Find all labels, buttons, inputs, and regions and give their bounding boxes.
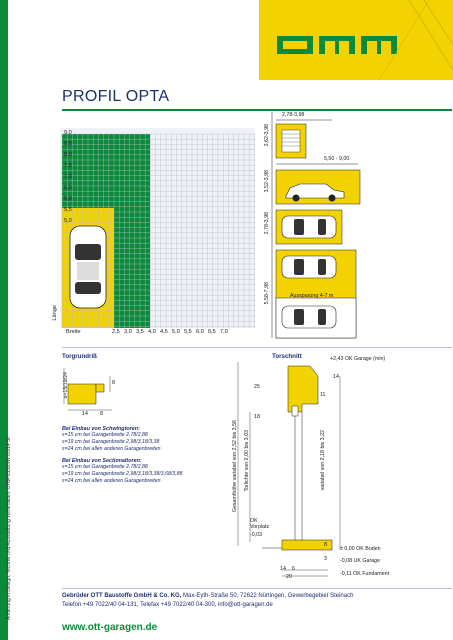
ok-garage: +2,43 OK Garage (min): [330, 356, 386, 362]
ok-fundament: -0,11 OK Fundament: [340, 571, 390, 577]
x-tick: 5,5: [184, 329, 192, 335]
x-tick: 5,0: [172, 329, 180, 335]
y-tick: 6,5: [64, 185, 72, 191]
note-line: s=15 cm bei Garagenbreite 2,78/2,88: [62, 432, 148, 438]
dim-s: s=15/19/24: [63, 372, 69, 399]
y-tick: 8,0: [64, 152, 72, 158]
decorative-line-pattern: [259, 0, 453, 80]
bottom-dim-6: 6: [292, 566, 295, 572]
dim-14-right: 14: [333, 374, 339, 380]
dim-11: 11: [320, 392, 326, 398]
website-link[interactable]: www.ott-garagen.de: [62, 622, 158, 633]
torgrundriss-heading: Torgrundriß: [62, 353, 97, 360]
dim-8a: 8: [112, 380, 115, 386]
ok-vorplatz: OK Vorplatz: [250, 518, 270, 530]
mid-dim-label: 5,50 - 9,00: [324, 156, 350, 162]
note-line: s=19 cm bei Garagenbreite 2,98/3,18/3,38: [62, 439, 160, 445]
x-tick: 3,5: [136, 329, 144, 335]
ok-vorplatz-value: -0,03: [250, 532, 263, 538]
y-tick: 6,0: [64, 196, 72, 202]
torschnitt-drawing: [232, 362, 356, 592]
y-tick: 5,0: [64, 218, 72, 224]
bottom-dim-8: 8: [324, 542, 327, 548]
y-tick: 7,0: [64, 174, 72, 180]
garage-plan-column: [262, 112, 452, 340]
bottom-dim-14: 14: [280, 566, 286, 572]
length-label: Länge: [52, 305, 58, 321]
dim-8b: 8: [100, 411, 103, 417]
car-topview-right: [282, 216, 336, 238]
brand-block: [259, 0, 453, 80]
car-topview: [70, 226, 106, 308]
width-label: Breite: [66, 329, 81, 335]
vdim-1: 2,62-3,98: [264, 124, 270, 147]
dim-18: 18: [254, 414, 260, 420]
bottom-dim-20: 20: [286, 574, 292, 580]
gesamthoehe-label: Gesamthöhe variabel von 2,52 bis 3,56: [232, 420, 238, 513]
page-title: PROFIL OPTA: [62, 88, 170, 105]
title-underline: [62, 109, 452, 111]
uk-garage: -0,08 UK Garage: [340, 558, 381, 564]
torlichte-label: Torlichte von 2,00 bis 3,03: [244, 430, 250, 492]
company-address: Max-Eyth-Straße 50, 72622 Nürtingen, Gewerbegebiet Steinach: [181, 593, 354, 599]
x-tick: 4,5: [160, 329, 168, 335]
note-line: s=19 cm bei Garagenbreite 2,98/3,18/3,38/3,68/3,88: [62, 471, 183, 477]
vdim-3: 2,78-3,98: [264, 212, 270, 235]
variabel-label: variabel von 2,18 bis 3,22: [320, 430, 326, 491]
note-line: s=15 cm bei Garagenbreite 2,78/2,88: [62, 464, 148, 470]
note-line: s=24 cm bei allen anderen Garagenbreiten: [62, 446, 161, 452]
torschnitt-heading: Torschnitt: [272, 353, 302, 360]
note-heading-sectional: Bei Einbau von Sectionaltoren:: [62, 458, 142, 464]
y-tick: 8,5: [64, 141, 72, 147]
y-tick: 9,0: [64, 130, 72, 136]
vdim-4: 5,58-7,98: [264, 282, 270, 305]
car-topview-right-2: [282, 256, 336, 278]
ok-boden: ± 0,00 OK Boden: [340, 546, 381, 552]
x-tick: 7,0: [220, 329, 228, 335]
x-tick: 2,5: [112, 329, 120, 335]
side-disclaimer: Änderung in Design, Technik und Ausstattung vorbehalten. 6TBP0559SW 03/14 St: [6, 437, 12, 620]
x-tick: 4,0: [148, 329, 156, 335]
bottom-dim-3: 3: [324, 556, 327, 562]
installation-notes: [62, 426, 232, 485]
footer-address-line: [62, 593, 452, 599]
y-tick: 7,5: [64, 163, 72, 169]
note-line: s=24 cm bei allen anderen Garagenbreiten: [62, 478, 161, 484]
note-heading-swing: Bei Einbau von Schwingtoren:: [62, 426, 140, 432]
dim-14: 14: [82, 411, 88, 417]
y-tick: 5,5: [64, 207, 72, 213]
vdim-2: 3,52-3,98: [264, 170, 270, 193]
x-tick: 6,5: [208, 329, 216, 335]
section-divider: [62, 347, 452, 348]
footer-contact: Telefon +49 7022/40 04-131, Telefax +49 7022/40 04-300, info@ott-garagen.de: [62, 602, 273, 608]
x-tick: 6,0: [196, 329, 204, 335]
top-dim-label: 2,78-3,98: [282, 112, 305, 118]
cutout-label: Aussparung 4-7 m: [290, 293, 334, 299]
company-name: Gebrüder OTT Baustoffe GmbH & Co. KG,: [62, 593, 182, 599]
size-grid: [60, 128, 255, 338]
dim-25: 25: [254, 384, 260, 390]
x-tick: 3,0: [124, 329, 132, 335]
footer-divider: [62, 588, 452, 589]
car-topview-right-3: [282, 306, 336, 328]
